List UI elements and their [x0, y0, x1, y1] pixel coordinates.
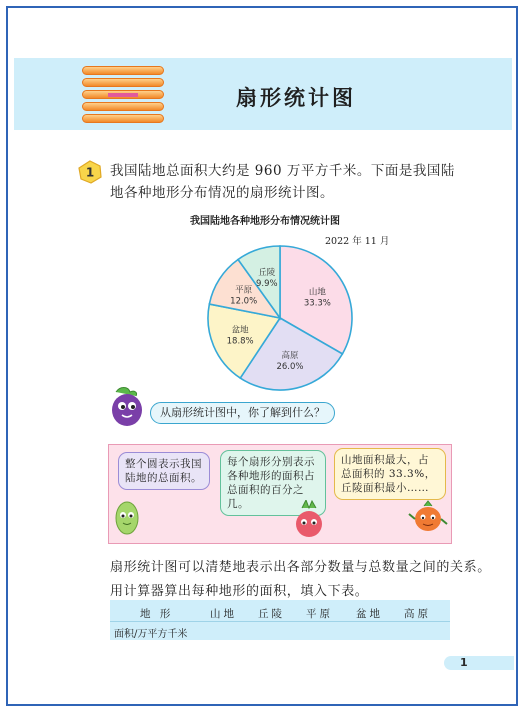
pie-slice-name-4: 丘陵 [258, 267, 276, 278]
prompt-bubble: 从扇形统计图中，你了解到什么？ [150, 402, 335, 424]
question-text: 我国陆地总面积大约是 960 万平方千米。下面是我国陆地各种地形分布情况的扇形统计图。 [110, 163, 455, 201]
area-table [110, 600, 450, 640]
table-header-mountain: 山地 [210, 608, 237, 620]
question-number-badge [78, 160, 102, 184]
table-divider [110, 621, 450, 622]
table-header-terrain: 地 形 [140, 608, 174, 620]
speech-bubble-whole-circle: 整个圆表示我国陆地的总面积。 [118, 452, 210, 490]
pie-chart [200, 238, 360, 398]
table-header-basins: 盆地 [356, 608, 383, 620]
chart-date: 2022 年 11 月 [325, 236, 390, 247]
pie-slice-name-0: 山地 [308, 287, 326, 298]
body-text-line-1: 扇形统计图可以清楚地表示出各部分数量与总数量之间的关系。 [110, 560, 491, 575]
page-number: 1 [460, 656, 468, 669]
page-title: 扇形统计图 [236, 86, 356, 110]
pie-slice-name-3: 平原 [235, 285, 253, 296]
table-header-hills: 丘陵 [258, 608, 285, 620]
page-number-tab [444, 656, 514, 670]
pie-slice-name-1: 高原 [281, 351, 299, 362]
pie-slice-value-1: 26.0% [276, 362, 304, 373]
table-header-plains: 平原 [306, 608, 333, 620]
pie-slice-name-2: 盆地 [231, 325, 249, 336]
pie-slice-value-0: 33.3% [303, 298, 331, 309]
table-row-label-area: 面积/万平方千米 [114, 629, 188, 640]
body-text-line-2: 用计算器算出每种地形的面积，填入下表。 [110, 584, 369, 599]
speech-bubble-largest-smallest: 山地面积最大，占总面积的 33.3%，丘陵面积最小…… [334, 448, 446, 500]
table-header-plateaus: 高原 [404, 608, 431, 620]
pie-slice-value-3: 12.0% [230, 296, 258, 307]
pie-slice-value-2: 18.8% [226, 336, 254, 347]
pie-slice-value-4: 9.9% [255, 278, 278, 289]
speech-bubble-sector-meaning: 每个扇形分别表示各种地形的面积占总面积的百分之几。 [220, 450, 326, 516]
chart-title: 我国陆地各种地形分布情况统计图 [190, 216, 340, 227]
tomato-character-icon [408, 500, 448, 536]
title-decoration-icon [82, 64, 164, 124]
pea-pod-character-icon [112, 498, 142, 538]
radish-character-icon [292, 500, 326, 540]
eggplant-character-icon [108, 386, 150, 430]
question-number: 1 [85, 165, 95, 180]
